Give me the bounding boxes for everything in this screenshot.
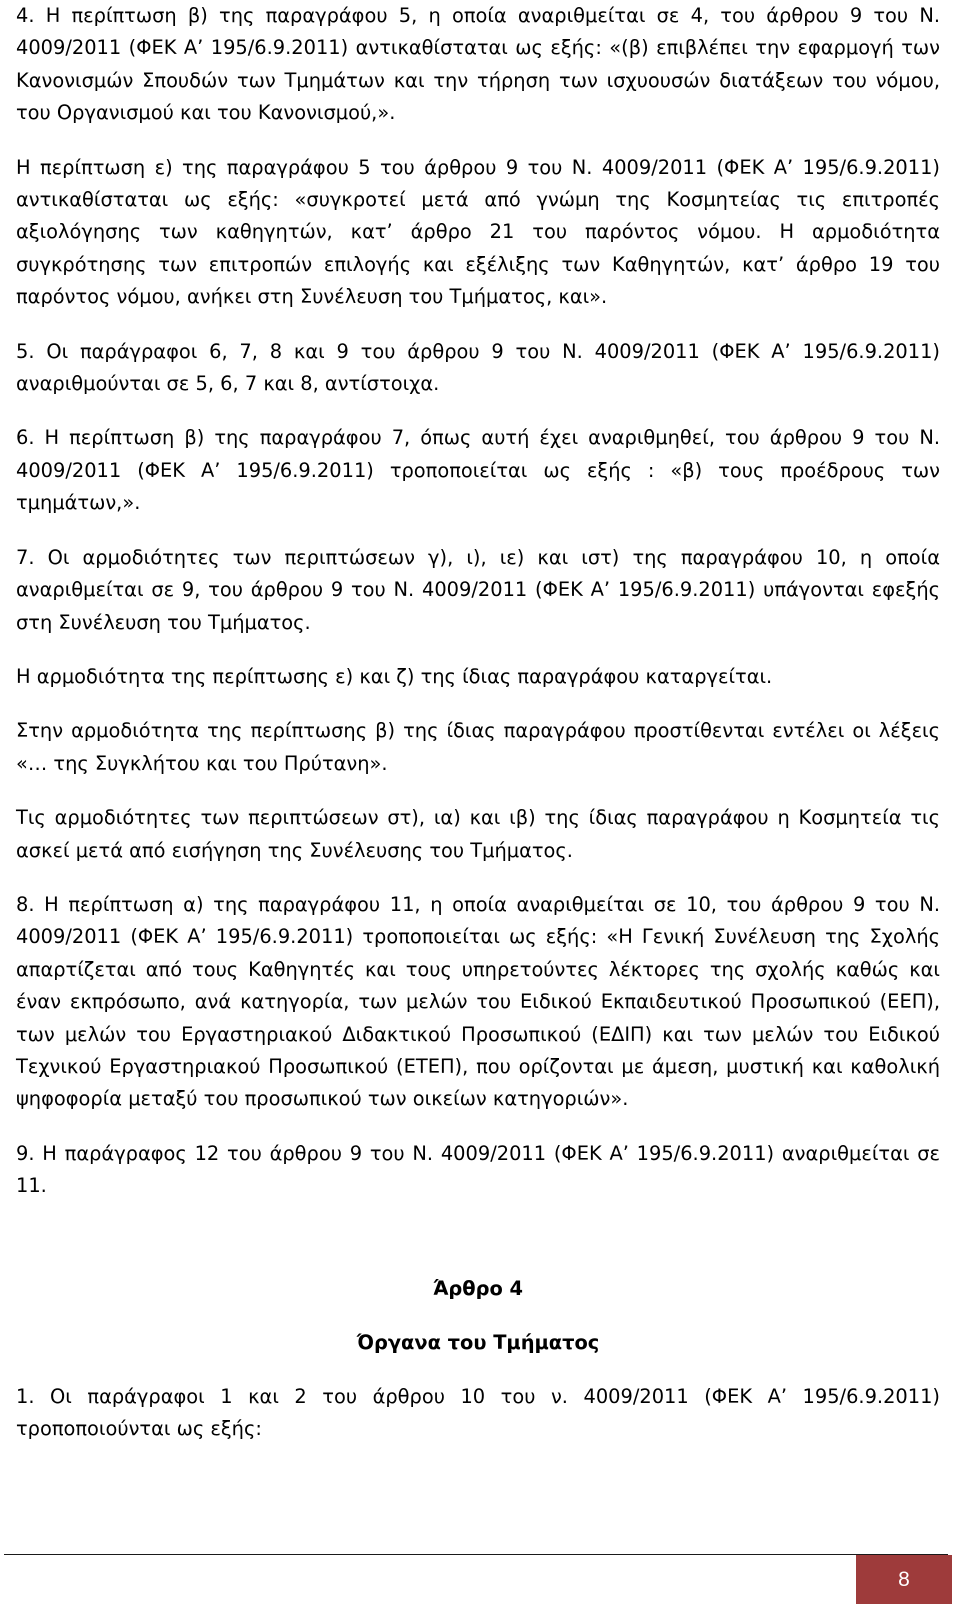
- paragraph-4: 4. Η περίπτωση β) της παραγράφου 5, η οποία αναριθμείται σε 4, του άρθρου 9 του Ν. 4009/2011 (ΦΕΚ Α’ 195/6.9.2011) αντικαθίσταται ως εξής: «(β) επιβλέπει την εφαρμογή των Κανονισμών Σπουδών των Τμημάτων και την τήρηση των ισχυουσών διατάξεων του νόμου, του Οργανισμού και του Κανονισμού,».: [16, 4, 940, 125]
- footer-divider: [4, 1554, 948, 1555]
- paragraph-7-repeal: Η αρμοδιότητα της περίπτωσης ε) και ζ) της ίδιας παραγράφου καταργείται.: [16, 664, 773, 688]
- paragraph-7-addition: Στην αρμοδιότητα της περίπτωσης β) της ίδιας παραγράφου προστίθενται εντέλει οι λέξεις «… της Συγκλήτου και του Πρύτανη».: [16, 719, 940, 775]
- paragraph-7-deanship: Τις αρμοδιότητες των περιπτώσεων στ), ια) και ιβ) της ίδιας παραγράφου η Κοσμητεία τις ασκεί μετά από εισήγηση της Συνέλευσης του Τμήματος.: [16, 806, 940, 862]
- paragraph-7: 7. Οι αρμοδιότητες των περιπτώσεων γ), ι), ιε) και ιστ) της παραγράφου 10, η οποία αναριθμείται σε 9, του άρθρου 9 του Ν. 4009/2011 (ΦΕΚ Α’ 195/6.9.2011) υπάγονται εφεξής στη Συνέλευση του Τμήματος.: [16, 545, 940, 634]
- paragraph-8: 8. Η περίπτωση α) της παραγράφου 11, η οποία αναριθμείται σε 10, του άρθρου 9 του Ν. 4009/2011 (ΦΕΚ Α’ 195/6.9.2011) τροποποιείται ως εξής: «Η Γενική Συνέλευση της Σχολής απαρτίζεται από τους Καθηγητές και τους υπηρετούντες λέκτορες της σχολής καθώς και έναν εκπρόσωπο, ανά κατηγορία, των μελών του Ειδικού Εκπαιδευτικού Προσωπικού (ΕΕΠ), των μελών του Εργαστηριακού Διδακτικού Προσωπικού (ΕΔΙΠ) και των μελών του Ειδικού Τεχνικού Εργαστηριακού Προσωπικού (ΕΤΕΠ), που ορίζονται με άμεση, μυστική και καθολική ψηφοφορία μεταξύ του προσωπικού των οικείων κατηγοριών».: [16, 892, 940, 1111]
- article-number: Άρθρο 4: [432, 1276, 524, 1300]
- document-page: [16, 0, 940, 1467]
- paragraph-9: 9. Η παράγραφος 12 του άρθρου 9 του Ν. 4009/2011 (ΦΕΚ Α’ 195/6.9.2011) αναριθμείται σε 11.: [16, 1141, 940, 1198]
- paragraph-6: 6. Η περίπτωση β) της παραγράφου 7, όπως αυτή έχει αναριθμηθεί, του άρθρου 9 του Ν. 4009/2011 (ΦΕΚ Α’ 195/6.9.2011) τροποποιείται ως εξής : «β) τους προέδρους των τμημάτων,».: [16, 426, 940, 515]
- page-number: 8: [856, 1555, 952, 1604]
- article-title: Όργανα του Τμήματος: [356, 1330, 600, 1354]
- article-paragraph-1: 1. Οι παράγραφοι 1 και 2 του άρθρου 10 του ν. 4009/2011 (ΦΕΚ Α’ 195/6.9.2011) τροποποιούνται ως εξής:: [16, 1384, 940, 1440]
- paragraph-4-e: Η περίπτωση ε) της παραγράφου 5 του άρθρου 9 του Ν. 4009/2011 (ΦΕΚ Α’ 195/6.9.2011) αντικαθίσταται ως εξής: «συγκροτεί μετά από γνώμη της Κοσμητείας τις επιτροπές αξιολόγησης των καθηγητών, κατ’ άρθρο 21 του παρόντος νόμου. Η αρμοδιότητα συγκρότησης των επιτροπών επιλογής και εξέλιξης των Καθηγητών, κατ’ άρθρο 19 του παρόντος νόμου, ανήκει στη Συνέλευση του Τμήματος, και».: [16, 155, 940, 309]
- paragraph-5: 5. Οι παράγραφοι 6, 7, 8 και 9 του άρθρου 9 του Ν. 4009/2011 (ΦΕΚ Α’ 195/6.9.2011) αναριθμούνται σε 5, 6, 7 και 8, αντίστοιχα.: [16, 339, 940, 396]
